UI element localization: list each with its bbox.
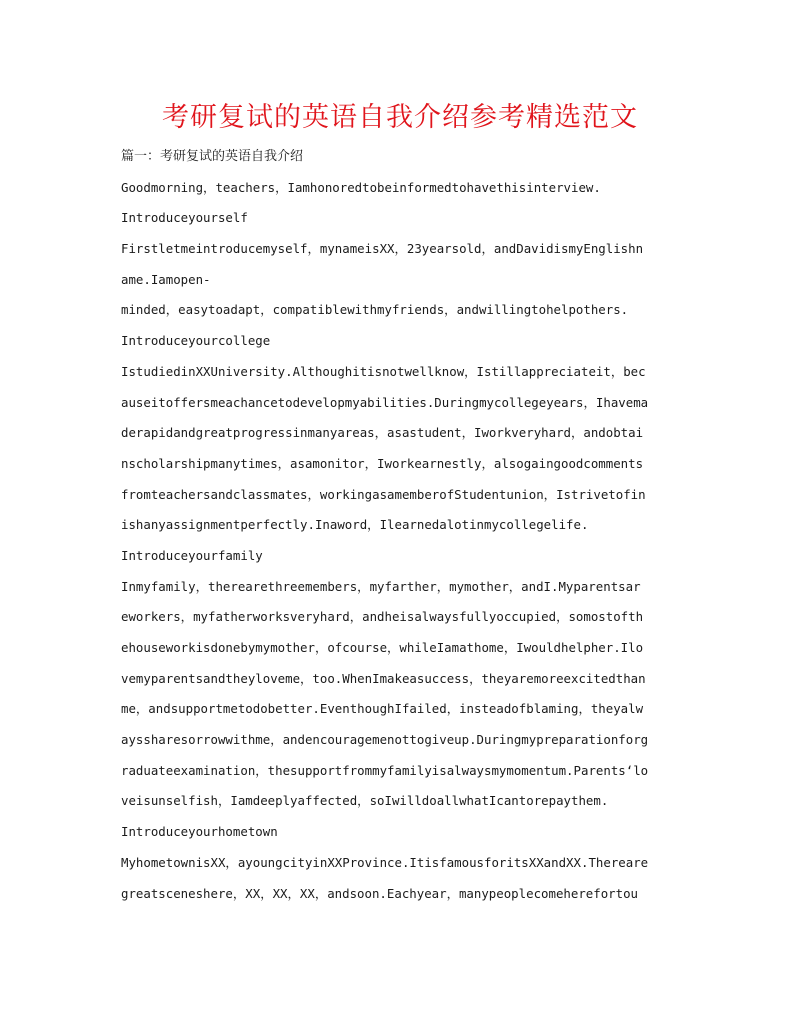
body-line: IstudiedinXXUniversity.Althoughitisnotwellknow，Istillappreciateit，bec: [121, 363, 646, 379]
body-line: ishanyassignmentperfectly.Inaword，Ilearnedalotinmycollegelife.: [121, 517, 589, 533]
body-line: ame.Iamopen-: [121, 271, 211, 287]
body-line: me，andsupportmetodobetter.EventhoughIfailed，insteadofblaming，theyalw: [121, 701, 644, 717]
body-line: ayssharesorrowwithme，andencouragemenottogiveup.Duringmypreparationforg: [121, 732, 649, 748]
subheading-introduce-your-family: Introduceyourfamily: [121, 547, 263, 563]
body-line: fromteachersandclassmates，workingasamemberofStudentunion，Istrivetofin: [121, 486, 646, 502]
body-line: ehouseworkisdonebymymother，ofcourse，whileIamathome，Iwouldhelpher.Ilo: [121, 640, 644, 655]
body-line: vemyparentsandtheyloveme，too.WhenImakeasuccess，theyaremoreexcitedthan: [121, 670, 646, 686]
subheading-introduce-yourself: Introduceyourself: [121, 210, 248, 226]
body-line: Firstletmeintroducemyself，mynameisXX，23yearsold，andDavidismyEnglishn: [121, 241, 644, 257]
body-line: derapidandgreatprogressinmanyareas，asastudent，Iworkveryhard，andobtai: [121, 425, 644, 441]
body-line: auseitoffersmeachancetodevelopmyabilities.Duringmycollegeyears，Ihavema: [121, 394, 649, 410]
body-line: nscholarshipmanytimes，asamonitor，Iworkearnestly，alsogaingoodcomments: [121, 455, 644, 471]
body-line: Inmyfamily，therearethreemembers，myfarther，mymother，andI.Myparentsar: [121, 578, 641, 594]
subheading-introduce-your-college: Introduceyourcollege: [121, 333, 271, 349]
body-line: MyhometownisXX，ayoungcityinXXProvince.ItisfamousforitsXXandXX.Thereare: [121, 854, 649, 870]
document-title: 考研复试的英语自我介绍参考精选范文: [162, 102, 638, 133]
subheading-introduce-your-hometown: Introduceyourhometown: [121, 824, 278, 840]
body-line: veisunselfish，Iamdeeplyaffected，soIwilldoallwhatIcantorepaythem.: [121, 793, 609, 809]
section-heading: 篇一：考研复试的英语自我介绍: [121, 149, 304, 164]
body-line: minded，easytoadapt，compatiblewithmyfriends，andwillingtohelpothers.: [121, 302, 629, 318]
document-body: [121, 142, 681, 909]
body-line: raduateexamination，thesupportfrommyfamilyisalwaysmymomentum.Parents‘lo: [121, 762, 649, 778]
body-line: eworkers，myfatherworksveryhard，andheisalwaysfullyoccupied，somostofth: [121, 609, 644, 625]
body-line: Goodmorning，teachers，Iamhonoredtobeinformedtohavethisinterview.: [121, 179, 601, 195]
body-line: greatsceneshere，XX，XX，XX，andsoon.Eachyear，manypeoplecomeherefortou: [121, 885, 639, 901]
